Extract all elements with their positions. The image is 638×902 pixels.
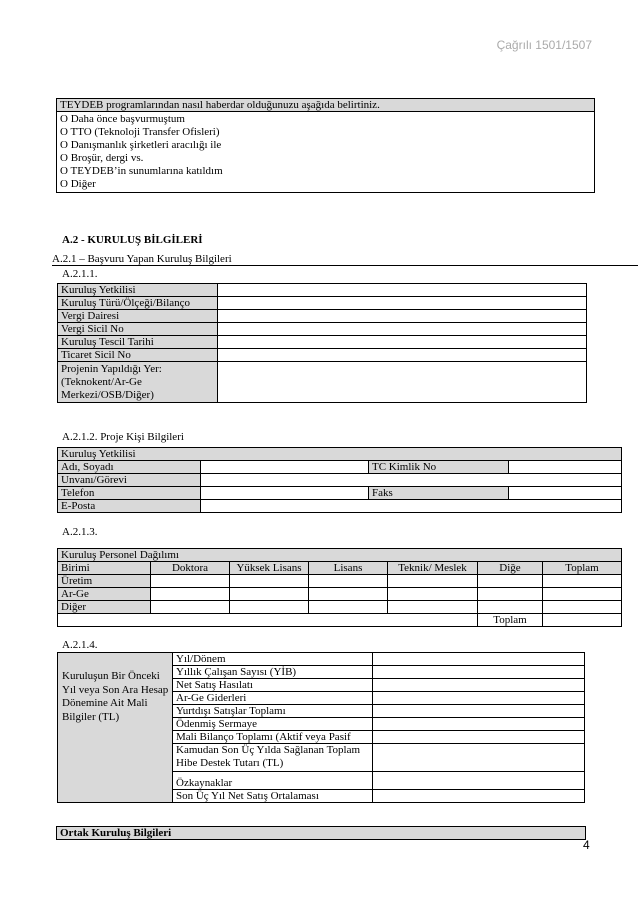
teydeb-option[interactable]: O Danışmanlık şirketleri aracılığı ile <box>60 139 222 151</box>
a213-table <box>57 548 622 627</box>
teydeb-option[interactable]: O TEYDEB’in sunumlarına katıldım <box>60 165 223 177</box>
section-subtitle: A.2.1 – Başvuru Yapan Kuruluş Bilgileri <box>52 253 232 265</box>
a214-value-field[interactable] <box>373 744 585 772</box>
a211-value-field[interactable] <box>218 323 587 336</box>
a213-col-header: Doktora <box>151 562 230 575</box>
a212-phone-field[interactable] <box>201 487 369 500</box>
a213-total-spacer <box>58 614 478 627</box>
a214-value-field[interactable] <box>373 653 585 666</box>
a214-row-label: Özkaynaklar <box>173 772 373 790</box>
a213-cell[interactable] <box>230 588 309 601</box>
a213-total-label: Toplam <box>478 614 543 627</box>
a211-value-field[interactable] <box>218 336 587 349</box>
a213-col-header: Lisans <box>309 562 388 575</box>
a213-row-label: Ar-Ge <box>58 588 151 601</box>
a213-row-label: Üretim <box>58 575 151 588</box>
a213-cell[interactable] <box>543 601 622 614</box>
a214-label: A.2.1.4. <box>62 639 98 651</box>
a213-col-header: Yüksek Lisans <box>230 562 309 575</box>
a212-name-field[interactable] <box>201 461 369 474</box>
section-title: A.2 - KURULUŞ BİLGİLERİ <box>62 234 203 246</box>
a211-value-field[interactable] <box>218 284 587 297</box>
a213-col-header: Birimi <box>58 562 151 575</box>
a211-value-field[interactable] <box>218 349 587 362</box>
a212-header: Kuruluş Yetkilisi <box>58 448 622 461</box>
teydeb-table <box>56 98 595 193</box>
a214-row-label: Son Üç Yıl Net Satış Ortalaması <box>173 790 373 803</box>
a213-cell[interactable] <box>309 601 388 614</box>
a214-table <box>57 652 585 803</box>
a211-value-field[interactable] <box>218 362 587 403</box>
a213-cell[interactable] <box>478 588 543 601</box>
page-number: 4 <box>583 838 590 852</box>
a211-row-label: Vergi Sicil No <box>58 323 218 336</box>
teydeb-option[interactable]: O TTO (Teknoloji Transfer Ofisleri) <box>60 126 220 138</box>
a211-row-label: Kuruluş Türü/Ölçeği/Bilanço <box>58 297 218 310</box>
a212-email-field[interactable] <box>201 500 622 513</box>
a214-left-label: Kuruluşun Bir Önceki Yıl veya Son Ara Hesap Dönemine Ait Mali Bilgiler (TL) <box>58 653 173 803</box>
a214-value-field[interactable] <box>373 790 585 803</box>
a213-col-header: Toplam <box>543 562 622 575</box>
subtitle-rule <box>52 265 638 266</box>
a213-label: A.2.1.3. <box>62 526 98 538</box>
a212-label: A.2.1.2. Proje Kişi Bilgileri <box>62 431 184 443</box>
a214-row-label: Yurtdışı Satışlar Toplamı <box>173 705 373 718</box>
a212-email-label: E-Posta <box>58 500 201 513</box>
a213-cell[interactable] <box>478 601 543 614</box>
a212-table <box>57 447 622 513</box>
a213-header: Kuruluş Personel Dağılımı <box>58 549 622 562</box>
a211-table <box>57 283 587 403</box>
a213-cell[interactable] <box>230 601 309 614</box>
a213-cell[interactable] <box>388 601 478 614</box>
a213-cell[interactable] <box>309 575 388 588</box>
a211-row-label: Kuruluş Yetkilisi <box>58 284 218 297</box>
a211-row-label: Ticaret Sicil No <box>58 349 218 362</box>
a214-row-label: Ar-Ge Giderleri <box>173 692 373 705</box>
a213-cell[interactable] <box>543 575 622 588</box>
a213-cell[interactable] <box>388 575 478 588</box>
a214-value-field[interactable] <box>373 692 585 705</box>
a212-fax-label: Faks <box>369 487 509 500</box>
revision-label: Çağrılı 1501/1507 <box>496 38 592 52</box>
a214-row-label: Yıllık Çalışan Sayısı (YİB) <box>173 666 373 679</box>
a212-title-label: Unvanı/Görevi <box>58 474 201 487</box>
a212-tc-field[interactable] <box>509 461 622 474</box>
teydeb-option[interactable]: O Diğer <box>60 178 96 190</box>
a214-value-field[interactable] <box>373 679 585 692</box>
a213-col-header: Teknik/ Meslek <box>388 562 478 575</box>
a213-cell[interactable] <box>151 575 230 588</box>
a214-row-label: Yıl/Dönem <box>173 653 373 666</box>
teydeb-option[interactable]: O Broşür, dergi vs. <box>60 152 144 164</box>
a213-cell[interactable] <box>478 575 543 588</box>
a212-title-field[interactable] <box>201 474 622 487</box>
common-table <box>56 826 586 840</box>
a212-tc-label: TC Kimlik No <box>369 461 509 474</box>
a211-value-field[interactable] <box>218 297 587 310</box>
a211-row-label: Kuruluş Tescil Tarihi <box>58 336 218 349</box>
a213-cell[interactable] <box>388 588 478 601</box>
a211-value-field[interactable] <box>218 310 587 323</box>
a214-row-label: Mali Bilanço Toplamı (Aktif veya Pasif <box>173 731 373 744</box>
teydeb-option[interactable]: O Daha önce başvurmuştum <box>60 113 185 125</box>
a213-cell[interactable] <box>309 588 388 601</box>
a212-phone-label: Telefon <box>58 487 201 500</box>
a211-label: A.2.1.1. <box>62 268 98 280</box>
a211-row-label: Projenin Yapıldığı Yer: (Teknokent/Ar-Ge Merkezi/OSB/Diğer) <box>58 362 218 403</box>
a213-cell[interactable] <box>230 575 309 588</box>
a214-row-label: Kamudan Son Üç Yılda Sağlanan Toplam Hibe Destek Tutarı (TL) <box>173 744 373 772</box>
a213-col-header: Diğe <box>478 562 543 575</box>
a212-name-label: Adı, Soyadı <box>58 461 201 474</box>
teydeb-question: TEYDEB programlarından nasıl haberdar olduğunuzu aşağıda belirtiniz. <box>57 99 595 112</box>
a214-value-field[interactable] <box>373 718 585 731</box>
a214-value-field[interactable] <box>373 705 585 718</box>
a213-cell[interactable] <box>543 588 622 601</box>
a214-value-field[interactable] <box>373 772 585 790</box>
a212-fax-field[interactable] <box>509 487 622 500</box>
a214-value-field[interactable] <box>373 666 585 679</box>
a214-value-field[interactable] <box>373 731 585 744</box>
a213-cell[interactable] <box>151 588 230 601</box>
a211-row-label: Vergi Dairesi <box>58 310 218 323</box>
a214-row-label: Ödenmiş Sermaye <box>173 718 373 731</box>
a213-cell[interactable] <box>151 601 230 614</box>
a213-row-label: Diğer <box>58 601 151 614</box>
common-header: Ortak Kuruluş Bilgileri <box>57 827 586 840</box>
a213-total-field[interactable] <box>543 614 622 627</box>
a214-row-label: Net Satış Hasılatı <box>173 679 373 692</box>
